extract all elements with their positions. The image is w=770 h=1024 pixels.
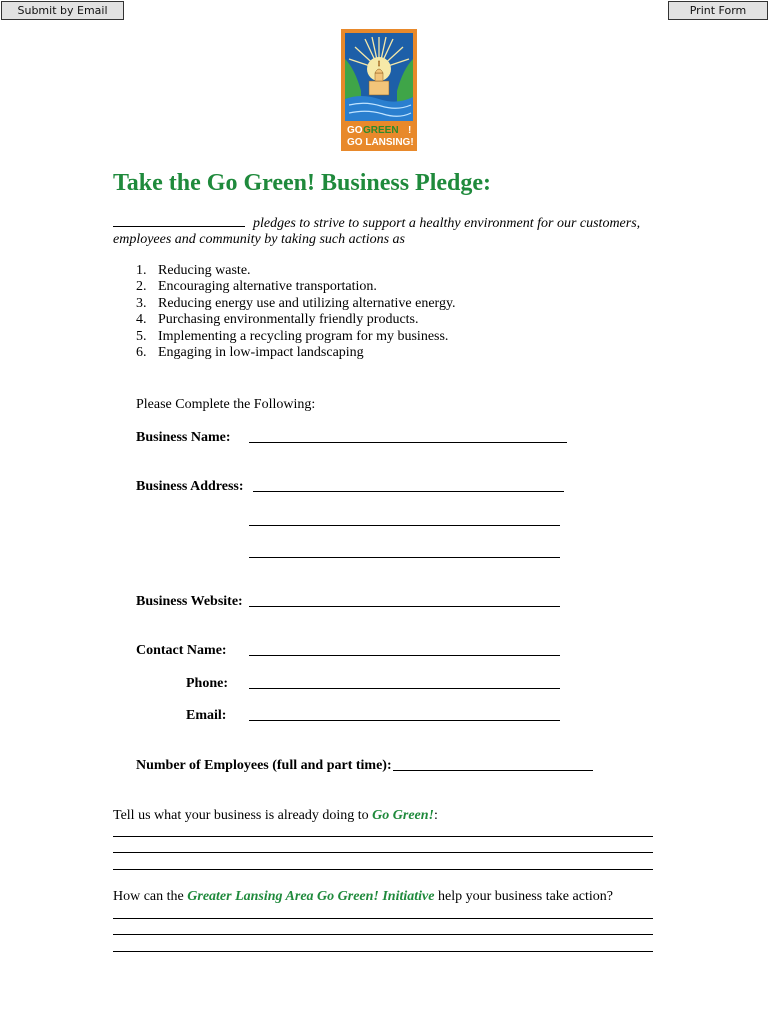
business-address-field-3[interactable] [249,557,560,558]
list-item: 5. Implementing a recycling program for my business. [136,328,449,344]
business-name-field[interactable] [249,442,567,443]
svg-text:GO LANSING!: GO LANSING! [347,137,414,148]
business-name-label: Business Name: [136,430,231,445]
business-address-field-1[interactable] [253,491,564,492]
business-website-field[interactable] [249,606,560,607]
business-address-field-2[interactable] [249,525,560,526]
list-item: 3. Reducing energy use and utilizing alternative energy. [136,295,456,311]
pledge-actions-list [136,263,456,361]
initiative-help-line-3[interactable] [113,951,653,952]
go-green-highlight: Go Green! [372,808,434,823]
already-doing-line-3[interactable] [113,869,653,870]
employees-field[interactable] [393,770,593,771]
contact-name-field[interactable] [249,655,560,656]
initiative-help-line-1[interactable] [113,918,653,919]
contact-name-label: Contact Name: [136,643,227,658]
phone-label: Phone: [186,676,228,691]
print-form-button[interactable]: Print Form [668,1,768,20]
company-name-blank[interactable] [113,214,245,227]
svg-text:GO: GO [347,125,363,136]
business-website-label: Business Website: [136,594,243,609]
business-address-label: Business Address: [136,479,244,494]
already-doing-line-2[interactable] [113,852,653,853]
svg-text:!: ! [408,125,412,136]
email-label: Email: [186,708,227,723]
svg-text:GREEN: GREEN [363,125,399,136]
go-green-go-lansing-logo [341,29,417,151]
email-field[interactable] [249,720,560,721]
phone-field[interactable] [249,688,560,689]
list-item: 6. Engaging in low-impact landscaping [136,344,364,360]
question-initiative-help: How can the Greater Lansing Area Go Green! Initiative help your business take action? [113,889,613,904]
employees-label: Number of Employees (full and part time): [136,758,392,773]
pledge-intro-text: pledges to strive to support a healthy environment for our customers, employees and community by taking such actions as [113,216,641,247]
complete-heading: Please Complete the Following: [136,397,316,412]
list-item: 1. Reducing waste. [136,263,251,278]
initiative-help-line-2[interactable] [113,934,653,935]
list-item: 4. Purchasing environmentally friendly products. [136,312,419,328]
list-item: 2. Encouraging alternative transportation. [136,279,377,295]
pledge-intro [113,214,673,248]
submit-by-email-button[interactable]: Submit by Email [1,1,124,20]
already-doing-line-1[interactable] [113,836,653,837]
page-title: Take the Go Green! Business Pledge: [113,170,492,196]
question-already-doing: Tell us what your business is already doing to Go Green!: [113,808,438,823]
initiative-highlight: Greater Lansing Area Go Green! Initiative [187,889,435,904]
